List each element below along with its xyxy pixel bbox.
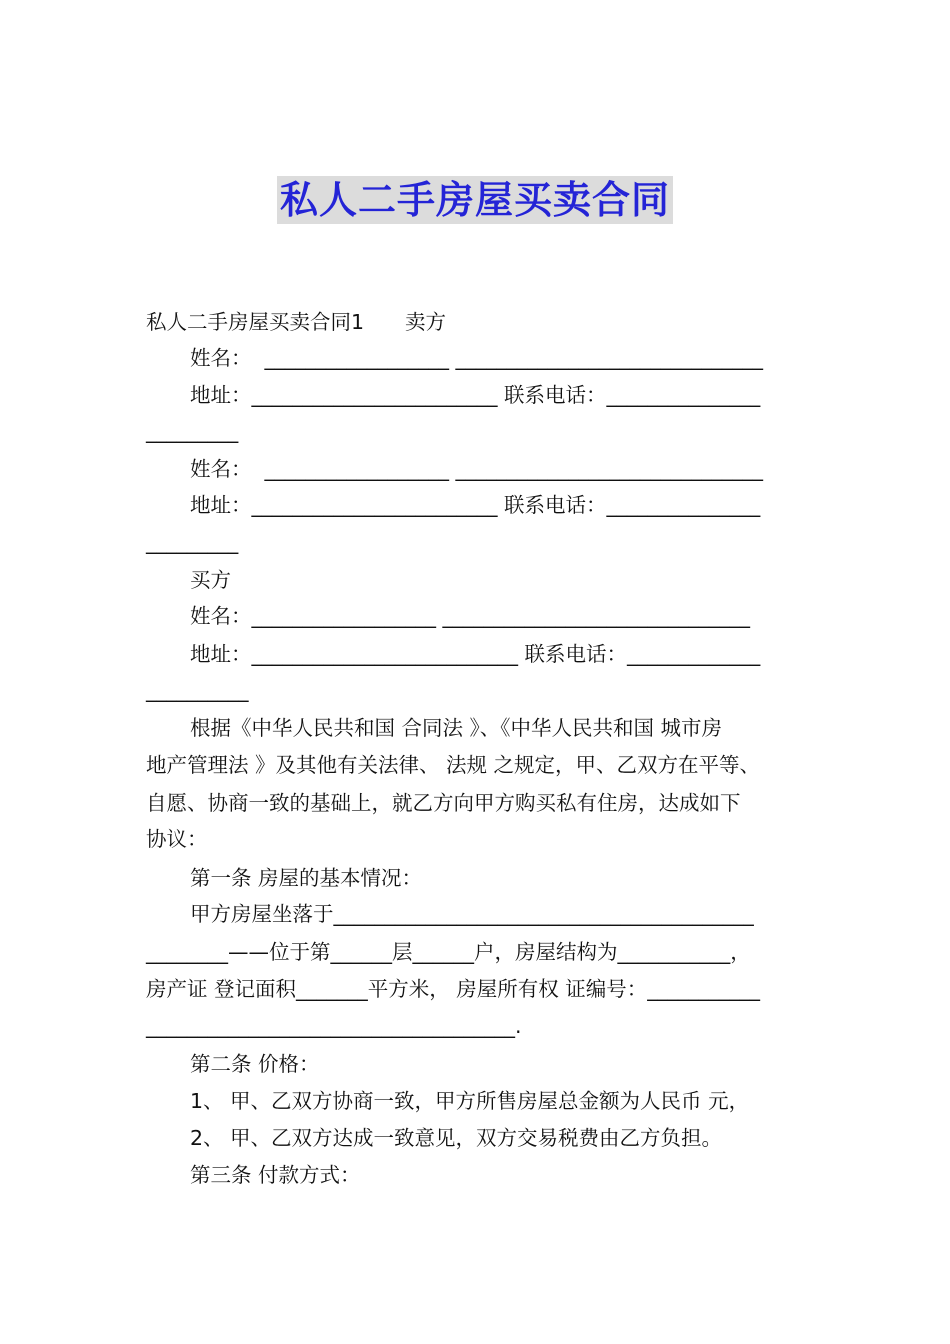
buyer-address-continuation: __________ xyxy=(146,678,249,702)
article-1-line-2: ________——位于第______层______户，房屋结构为___________， xyxy=(146,940,751,964)
buyer-address-line: 地址：__________________________ 联系电话：_____________ xyxy=(190,642,761,666)
article-2-item-2: 2、 甲、乙双方达成一致意见，双方交易税费由乙方负担。 xyxy=(190,1126,723,1150)
seller2-name-line: 姓名： __________________ ______________________________ xyxy=(190,457,764,481)
title-container xyxy=(0,176,950,224)
seller2-address-continuation: _________ xyxy=(146,530,239,554)
article-1-line-3: 房产证 登记面积_______平方米， 房屋所有权 证编号：___________ xyxy=(146,977,761,1001)
preamble-line-3: 自愿、协商一致的基础上，就乙方向甲方购买私有住房，达成如下 xyxy=(146,791,741,815)
document-title: 私人二手房屋买卖合同 xyxy=(277,176,673,224)
article-3-heading: 第三条 付款方式： xyxy=(190,1163,361,1187)
article-1-heading: 第一条 房屋的基本情况： xyxy=(190,866,423,890)
preamble-line-2: 地产管理法 》及其他有关法律、 法规 之规定，甲、乙双方在平等、 xyxy=(146,753,761,777)
seller1-address-continuation: _________ xyxy=(146,419,239,443)
seller1-name-line: 姓名： __________________ ______________________________ xyxy=(190,346,764,370)
article-1-line-1: 甲方房屋坐落于_________________________________________ xyxy=(190,902,754,926)
buyer-name-line: 姓名：__________________ ______________________________ xyxy=(190,604,751,628)
preamble-line-4: 协议： xyxy=(146,827,208,851)
article-2-heading: 第二条 价格： xyxy=(190,1052,320,1076)
seller1-address-line: 地址：________________________ 联系电话：_______________ xyxy=(190,383,761,407)
article-1-line-4: ____________________________________. xyxy=(146,1014,522,1038)
article-2-item-1: 1、 甲、乙双方协商一致，甲方所售房屋总金额为人民币 元， xyxy=(190,1089,750,1113)
heading-line-seller: 私人二手房屋买卖合同1 卖方 xyxy=(146,310,447,334)
seller2-address-line: 地址：________________________ 联系电话：_______________ xyxy=(190,493,761,517)
buyer-heading: 买方 xyxy=(190,568,231,592)
preamble-line-1: 根据《中华人民共和国 合同法 》、《中华人民共和国 城市房 xyxy=(190,716,723,740)
